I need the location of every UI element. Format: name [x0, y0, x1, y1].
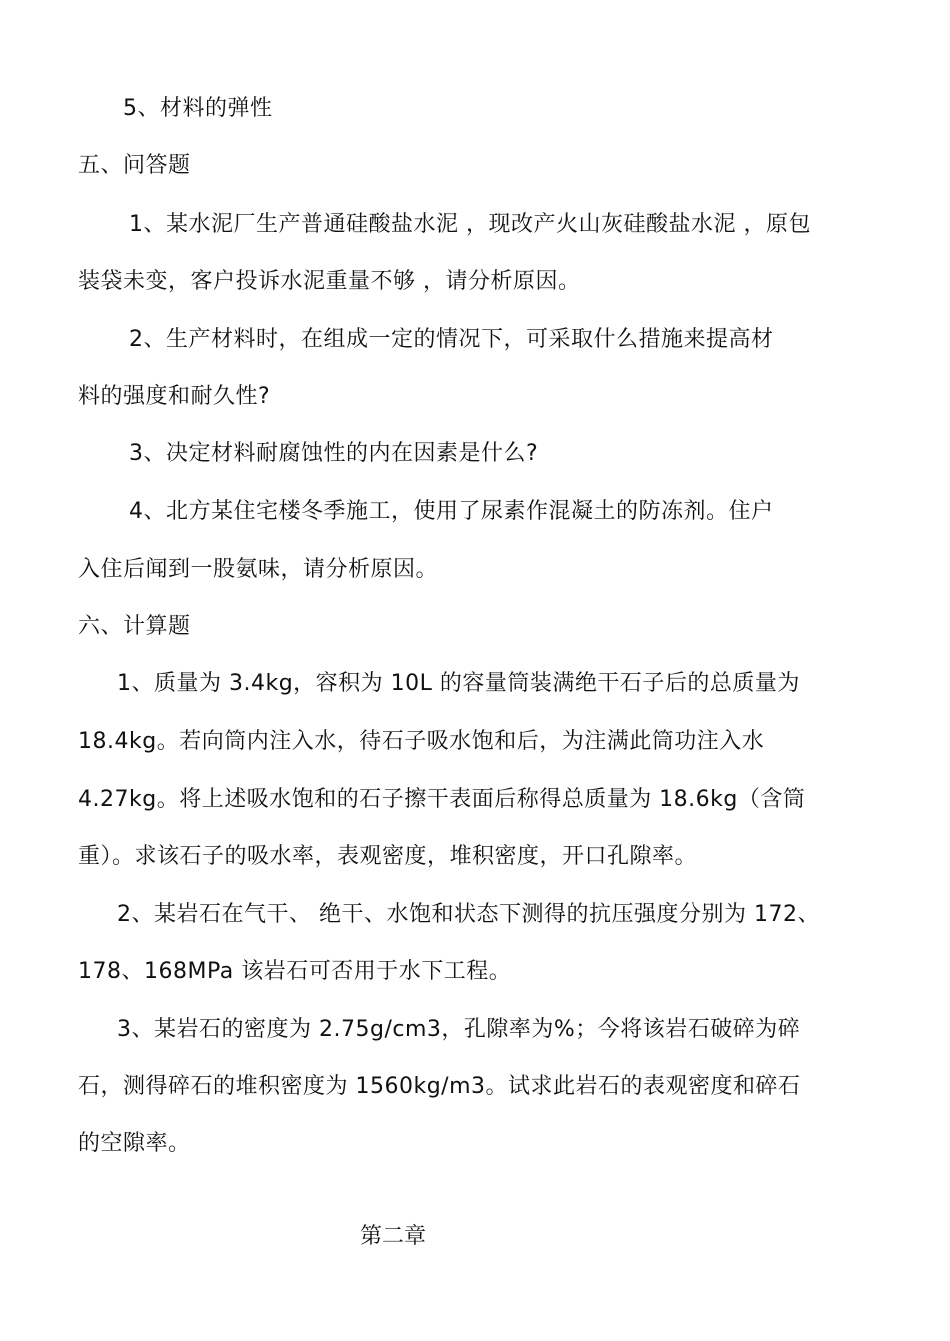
- qa-question-2-line-1: 2、生产材料时，在组成一定的情况下，可采取什么措施来提高材: [129, 327, 774, 352]
- calc-question-2-line-1: 2、某岩石在气干、 绝干、水饱和状态下测得的抗压强度分别为 172、: [117, 902, 820, 927]
- calc-question-1-line-1: 1、质量为 3.4kg，容积为 10L 的容量筒装满绝干石子后的总质量为: [117, 671, 800, 696]
- calc-question-1-line-2: 18.4kg。若向筒内注入水，待石子吸水饱和后，为注满此筒功注入水: [78, 729, 765, 754]
- qa-question-4-line-1: 4、北方某住宅楼冬季施工，使用了尿素作混凝土的防冻剂。住户: [129, 499, 774, 524]
- chapter-title: 第二章: [360, 1224, 427, 1249]
- qa-question-1-line-1: 1、某水泥厂生产普通硅酸盐水泥 ，现改产火山灰硅酸盐水泥 ，原包: [129, 212, 811, 237]
- section-heading-calculation: 六、计算题: [78, 614, 191, 639]
- qa-question-2-line-2: 料的强度和耐久性?: [78, 384, 271, 409]
- calc-question-2-line-2: 178、168MPa 该岩石可否用于水下工程。: [78, 959, 512, 984]
- calc-question-1-line-4: 重）。求该石子的吸水率，表观密度，堆积密度，开口孔隙率。: [78, 844, 698, 869]
- calc-question-3-line-3: 的空隙率。: [78, 1131, 191, 1156]
- calc-question-3-line-2: 石，测得碎石的堆积密度为 1560kg/m3。试求此岩石的表观密度和碎石: [78, 1074, 801, 1099]
- qa-question-1-line-2: 装袋未变，客户投诉水泥重量不够 ，请分析原因。: [78, 269, 581, 294]
- calc-question-1-line-3: 4.27kg。将上述吸水饱和的石子擦干表面后称得总质量为 18.6kg（含筒: [78, 787, 806, 812]
- question-item-elasticity: 5、材料的弹性: [123, 96, 273, 121]
- section-heading-qa: 五、问答题: [78, 153, 191, 178]
- qa-question-4-line-2: 入住后闻到一股氨味，请分析原因。: [78, 557, 439, 582]
- calc-question-3-line-1: 3、某岩石的密度为 2.75g/cm3，孔隙率为%；今将该岩石破碎为碎: [117, 1017, 801, 1042]
- qa-question-3: 3、决定材料耐腐蚀性的内在因素是什么?: [129, 441, 539, 466]
